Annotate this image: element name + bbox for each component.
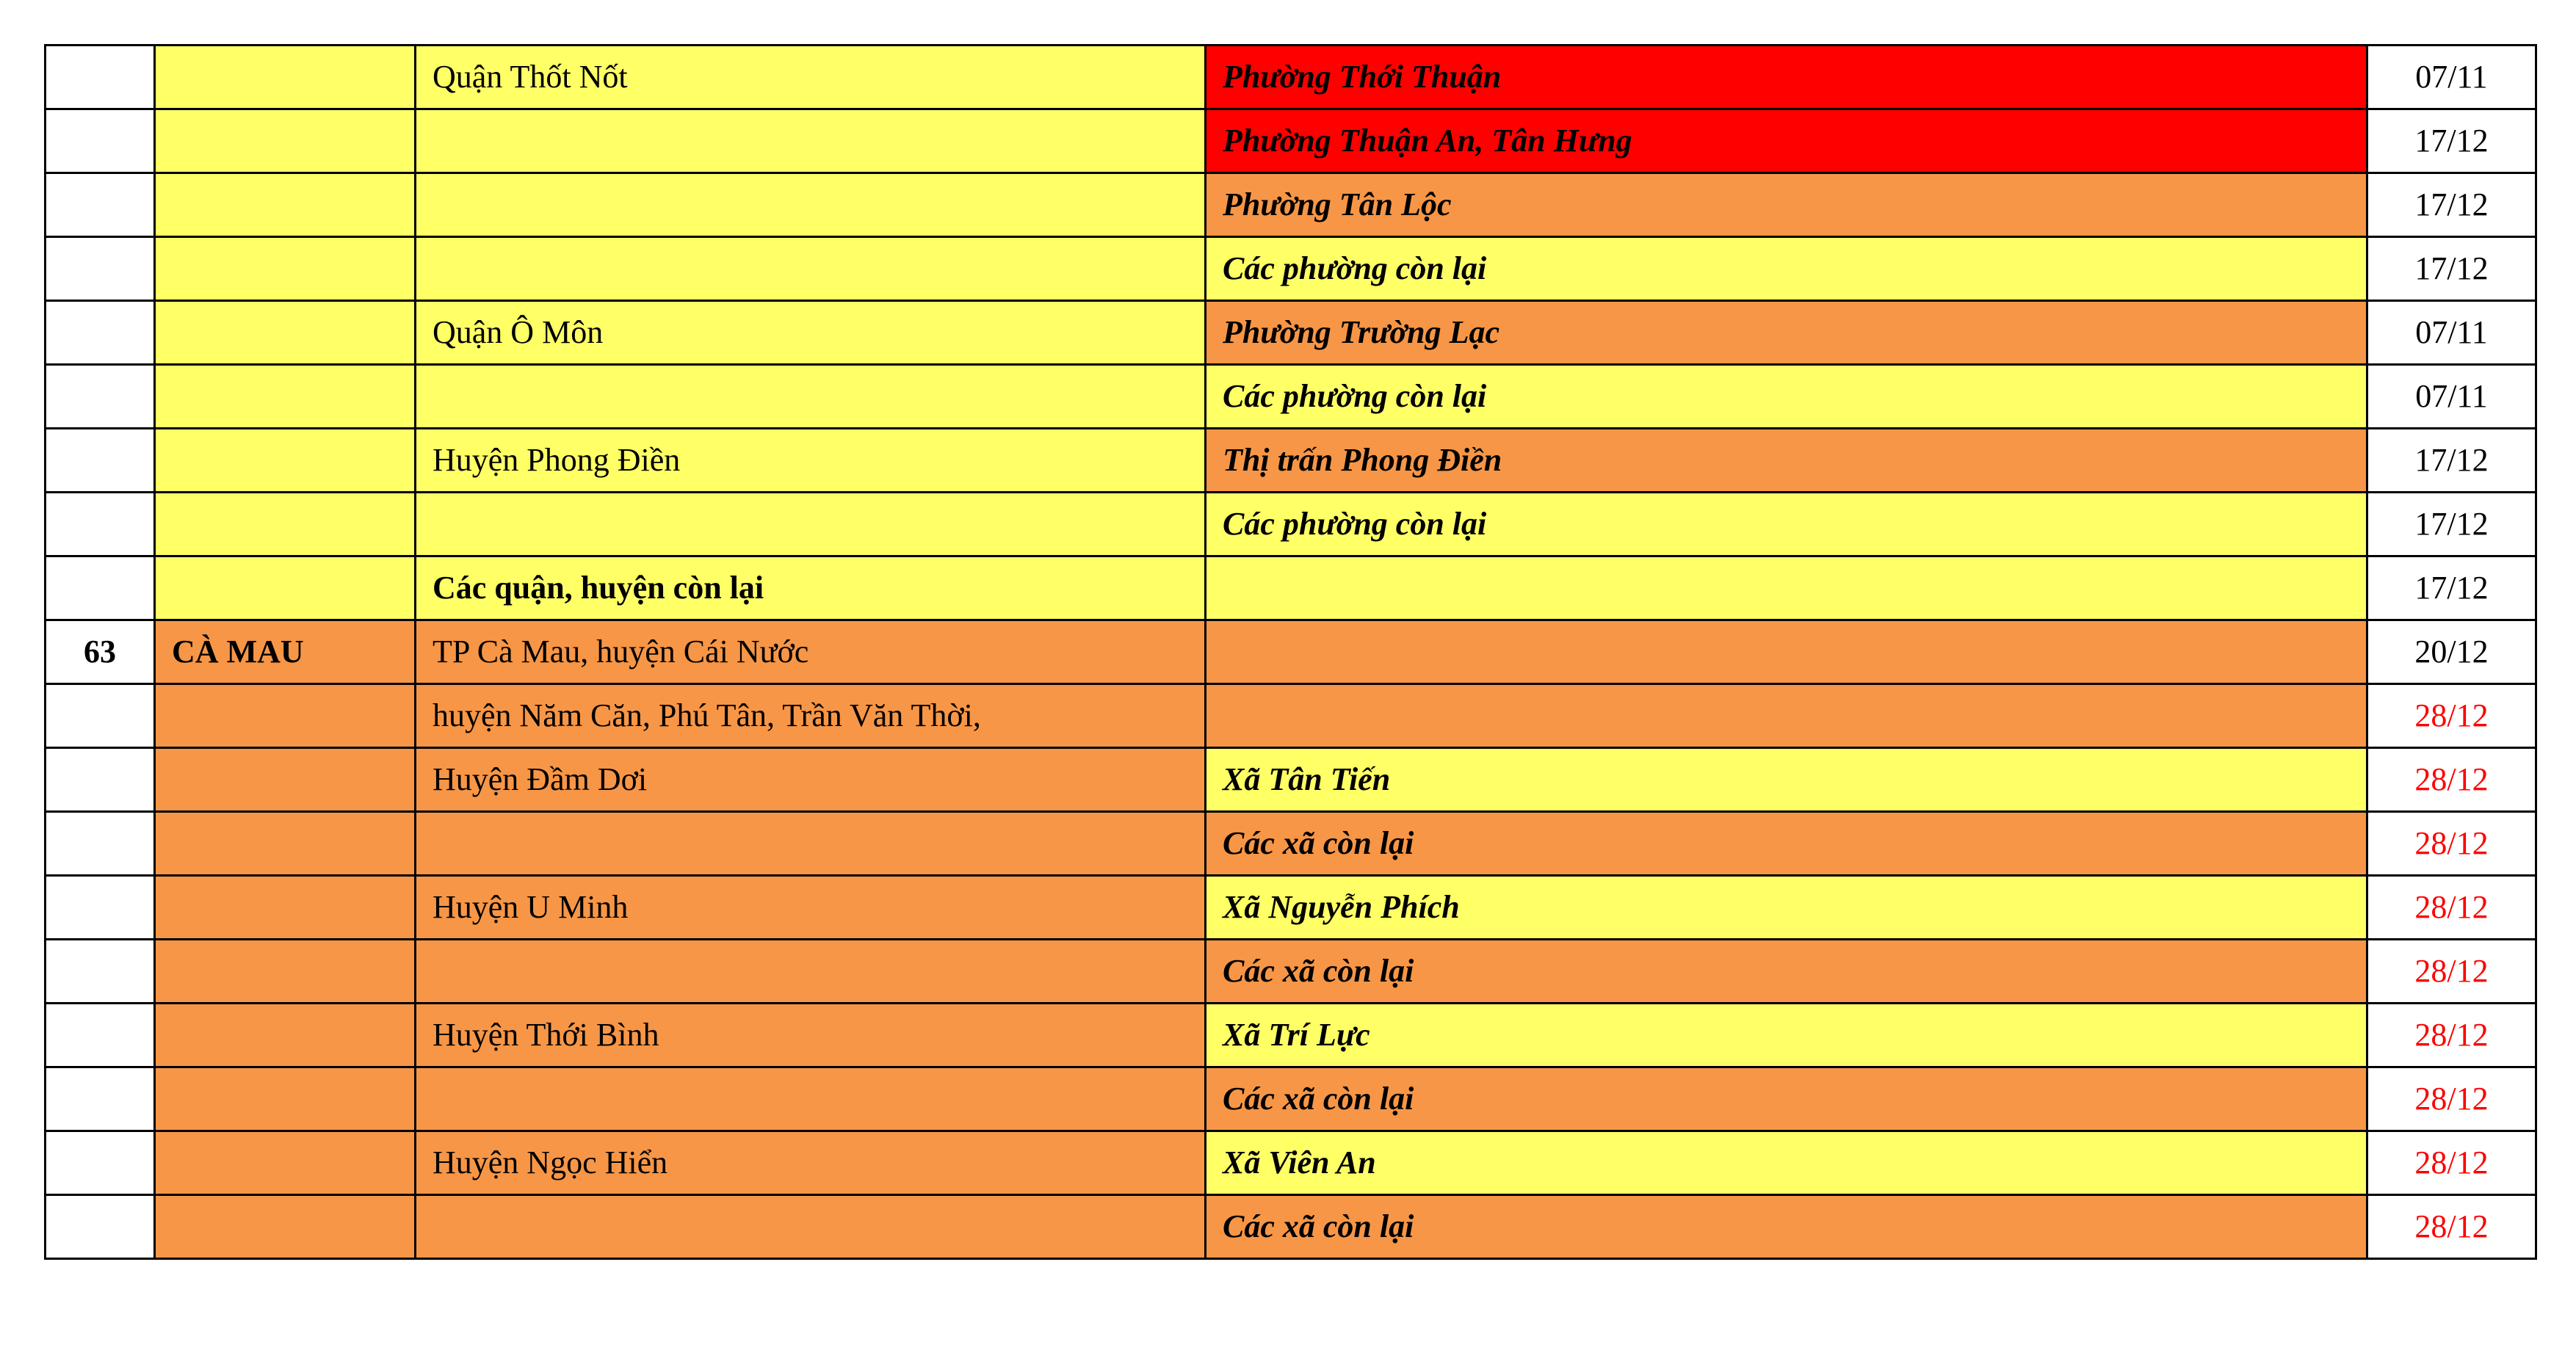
date-cell: 17/12: [2367, 109, 2536, 173]
date-cell: 28/12: [2367, 1131, 2536, 1195]
table-row: [46, 301, 2536, 365]
row-number-cell: [46, 556, 155, 620]
row-number-cell: [46, 301, 155, 365]
province-cell: [155, 876, 416, 940]
ward-cell: [1206, 556, 2367, 620]
table-row: [46, 1131, 2536, 1195]
table-row: [46, 365, 2536, 429]
province-cell: [155, 940, 416, 1004]
table-row: [46, 237, 2536, 301]
district-cell: [416, 237, 1206, 301]
date-cell: 28/12: [2367, 684, 2536, 748]
row-number-cell: [46, 1195, 155, 1259]
row-number-cell: [46, 812, 155, 876]
district-cell: Huyện U Minh: [416, 876, 1206, 940]
schedule-table-body: [46, 46, 2536, 1259]
row-number-cell: [46, 365, 155, 429]
date-cell: 28/12: [2367, 940, 2536, 1004]
ward-cell: Các xã còn lại: [1206, 812, 2367, 876]
table-row: [46, 109, 2536, 173]
district-cell: Huyện Đầm Dơi: [416, 748, 1206, 812]
ward-cell: Các xã còn lại: [1206, 940, 2367, 1004]
province-cell: [155, 1004, 416, 1067]
ward-cell: Các xã còn lại: [1206, 1195, 2367, 1259]
row-number-cell: [46, 429, 155, 493]
table-row: [46, 620, 2536, 684]
ward-cell: [1206, 620, 2367, 684]
district-cell: [416, 812, 1206, 876]
table-row: [46, 493, 2536, 556]
ward-cell: Các xã còn lại: [1206, 1067, 2367, 1131]
row-number-cell: [46, 46, 155, 109]
date-cell: 20/12: [2367, 620, 2536, 684]
row-number-cell: [46, 109, 155, 173]
ward-cell: Phường Thới Thuận: [1206, 46, 2367, 109]
table-row: [46, 556, 2536, 620]
table-row: [46, 1195, 2536, 1259]
province-cell: CÀ MAU: [155, 620, 416, 684]
table-row: [46, 429, 2536, 493]
district-cell: Huyện Ngọc Hiển: [416, 1131, 1206, 1195]
province-cell: [155, 1067, 416, 1131]
table-row: [46, 876, 2536, 940]
ward-cell: Các phường còn lại: [1206, 365, 2367, 429]
row-number-cell: [46, 1131, 155, 1195]
row-number-cell: [46, 1067, 155, 1131]
ward-cell: Xã Nguyễn Phích: [1206, 876, 2367, 940]
date-cell: 17/12: [2367, 493, 2536, 556]
ward-cell: Thị trấn Phong Điền: [1206, 429, 2367, 493]
district-cell: [416, 365, 1206, 429]
province-cell: [155, 237, 416, 301]
row-number-cell: [46, 1004, 155, 1067]
date-cell: 17/12: [2367, 237, 2536, 301]
row-number-cell: [46, 748, 155, 812]
district-cell: [416, 1067, 1206, 1131]
table-row: [46, 1004, 2536, 1067]
date-cell: 17/12: [2367, 556, 2536, 620]
district-cell: Huyện Phong Điền: [416, 429, 1206, 493]
district-cell: TP Cà Mau, huyện Cái Nước: [416, 620, 1206, 684]
province-cell: [155, 493, 416, 556]
province-cell: [155, 684, 416, 748]
province-cell: [155, 173, 416, 237]
row-number-cell: [46, 684, 155, 748]
province-cell: [155, 556, 416, 620]
table-row: [46, 1067, 2536, 1131]
date-cell: 28/12: [2367, 1195, 2536, 1259]
ward-cell: Các phường còn lại: [1206, 237, 2367, 301]
table-row: [46, 173, 2536, 237]
district-cell: Các quận, huyện còn lại: [416, 556, 1206, 620]
date-cell: 28/12: [2367, 1067, 2536, 1131]
ward-cell: Xã Tân Tiến: [1206, 748, 2367, 812]
date-cell: 07/11: [2367, 365, 2536, 429]
table-row: [46, 812, 2536, 876]
province-cell: [155, 1195, 416, 1259]
row-number-cell: [46, 493, 155, 556]
province-cell: [155, 365, 416, 429]
province-cell: [155, 109, 416, 173]
row-number-cell: [46, 173, 155, 237]
table-row: [46, 684, 2536, 748]
ward-cell: Các phường còn lại: [1206, 493, 2367, 556]
date-cell: 17/12: [2367, 429, 2536, 493]
table-row: [46, 46, 2536, 109]
table-row: [46, 748, 2536, 812]
province-cell: [155, 301, 416, 365]
province-cell: [155, 812, 416, 876]
district-cell: [416, 109, 1206, 173]
district-cell: [416, 940, 1206, 1004]
date-cell: 07/11: [2367, 46, 2536, 109]
province-cell: [155, 1131, 416, 1195]
schedule-table: [44, 44, 2537, 1260]
district-cell: [416, 493, 1206, 556]
ward-cell: Xã Trí Lực: [1206, 1004, 2367, 1067]
date-cell: 28/12: [2367, 876, 2536, 940]
date-cell: 28/12: [2367, 1004, 2536, 1067]
ward-cell: Phường Trường Lạc: [1206, 301, 2367, 365]
district-cell: huyện Năm Căn, Phú Tân, Trần Văn Thời,: [416, 684, 1206, 748]
date-cell: 28/12: [2367, 748, 2536, 812]
ward-cell: Phường Tân Lộc: [1206, 173, 2367, 237]
row-number-cell: [46, 876, 155, 940]
row-number-cell: [46, 237, 155, 301]
province-cell: [155, 748, 416, 812]
table-row: [46, 940, 2536, 1004]
province-cell: [155, 46, 416, 109]
district-cell: Quận Ô Môn: [416, 301, 1206, 365]
row-number-cell: [46, 940, 155, 1004]
date-cell: 28/12: [2367, 812, 2536, 876]
district-cell: [416, 173, 1206, 237]
row-number-cell: 63: [46, 620, 155, 684]
province-cell: [155, 429, 416, 493]
district-cell: Quận Thốt Nốt: [416, 46, 1206, 109]
date-cell: 17/12: [2367, 173, 2536, 237]
ward-cell: Xã Viên An: [1206, 1131, 2367, 1195]
ward-cell: Phường Thuận An, Tân Hưng: [1206, 109, 2367, 173]
district-cell: Huyện Thới Bình: [416, 1004, 1206, 1067]
ward-cell: [1206, 684, 2367, 748]
date-cell: 07/11: [2367, 301, 2536, 365]
district-cell: [416, 1195, 1206, 1259]
